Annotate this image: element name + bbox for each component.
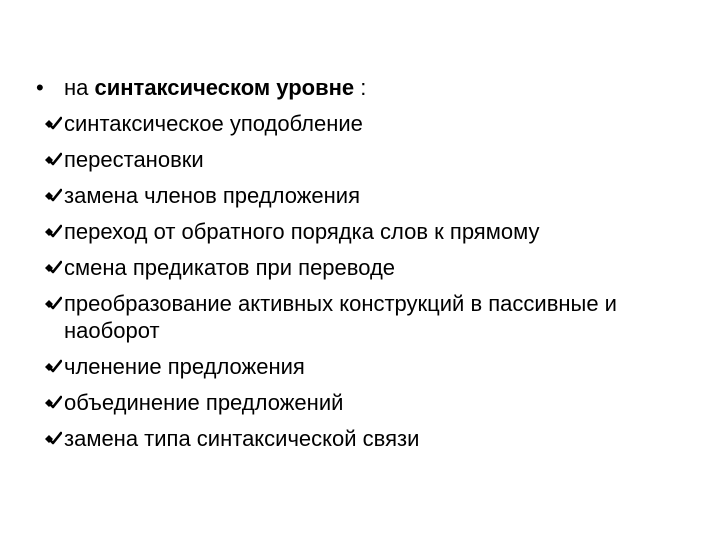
diamond-check-icon [44, 151, 62, 169]
heading-suffix: : [354, 75, 367, 100]
list-item-text: перестановки [64, 147, 204, 172]
list-item [30, 389, 690, 416]
list-item-text: синтаксическое уподобление [64, 111, 363, 136]
diamond-check-icon [44, 223, 62, 241]
diamond-check-icon [44, 430, 62, 448]
diamond-check-icon [44, 295, 62, 313]
list-item [30, 110, 690, 137]
diamond-check-icon [44, 394, 62, 412]
heading-line [30, 74, 690, 101]
diamond-check-icon [44, 259, 62, 277]
list-item [30, 146, 690, 173]
list-item [30, 425, 690, 452]
list-item [30, 290, 690, 344]
bullet-list [30, 74, 690, 461]
list-item-text: членение предложения [64, 354, 305, 379]
list-item-text: смена предикатов при переводе [64, 255, 396, 280]
list-item [30, 254, 690, 281]
bullet-dot-icon: • [36, 75, 44, 100]
list-item-text: замена типа синтаксической связи [64, 426, 420, 451]
list-item-text: переход от обратного порядка слов к прямому [64, 219, 540, 244]
diamond-check-icon [44, 115, 62, 133]
list-item-text: объединение предложений [64, 390, 344, 415]
list-item [30, 182, 690, 209]
list-item-text: замена членов предложения [64, 183, 361, 208]
diamond-check-icon [44, 187, 62, 205]
diamond-check-icon [44, 358, 62, 376]
list-item [30, 353, 690, 380]
list-item-text: преобразование активных конструкций в пассивные и наоборот [64, 291, 617, 343]
list-item [30, 218, 690, 245]
heading-bold-text: синтаксическом уровне [94, 75, 355, 100]
heading-prefix: на [64, 75, 95, 100]
